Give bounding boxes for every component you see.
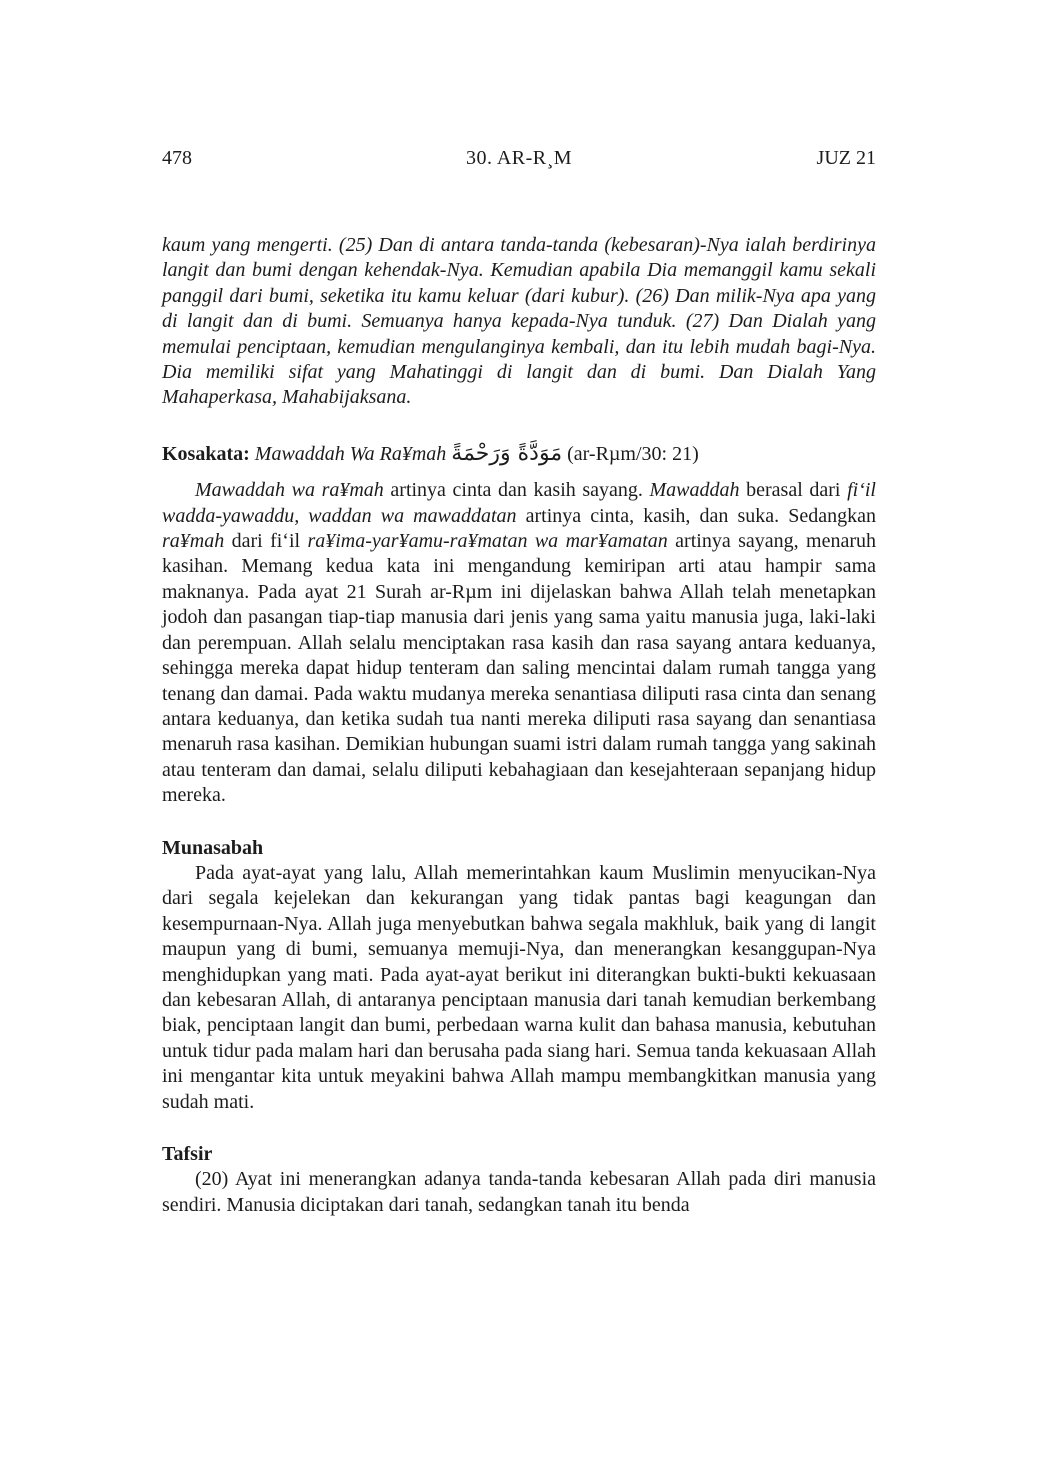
page-number: 478	[162, 147, 192, 169]
kosakata-reference: (ar-Rµm/30: 21)	[562, 442, 699, 465]
juz-label: JUZ 21	[816, 147, 876, 169]
translation-paragraph: kaum yang mengerti. (25) Dan di antara tanda-tanda (kebesaran)-Nya ialah berdirinya langit dan bumi dengan kehendak-Nya. Kemudian apabila Dia memanggil kamu sekali panggil dari bumi, seketika itu kamu keluar (dari kubur). (26) Dan milik-Nya apa yang di langit dan di bumi. Semuanya hanya kepada-Nya tunduk. (27) Dan Dialah yang memulai penciptaan, kemudian mengulanginya kembali, dan itu lebih mudah bagi-Nya. Dia memiliki sifat yang Mahatinggi di langit dan di bumi. Dan Dialah Yang Mahaperkasa, Mahabijaksana.	[162, 234, 876, 409]
kosakata-heading-line	[162, 442, 876, 467]
kosakata-term: Mawaddah Wa Ra¥mah	[254, 442, 452, 465]
page-header	[162, 146, 876, 170]
tafsir-heading: Tafsir	[162, 1143, 213, 1165]
chapter-title: 30. AR-R¸M	[465, 147, 573, 169]
page-content	[162, 146, 876, 1218]
kosakata-paragraph: Mawaddah wa ra¥mah artinya cinta dan kasih sayang. Mawaddah berasal dari fi‘il wadda-yawaddu, waddan wa mawaddatan artinya cinta, kasih, dan suka. Sedangkan ra¥mah dari fi‘il ra¥ima-yar¥amu-ra¥matan wa mar¥amatan artinya sayang, menaruh kasihan. Memang kedua kata ini mengandung kemiripan arti atau hampir sama maknanya. Pada ayat 21 Surah ar-Rµm ini dijelaskan bahwa Allah telah menetapkan jodoh dan pasangan tiap-tiap manusia dari jenis yang sama yaitu manusia juga, laki-laki dan perempuan. Allah selalu menciptakan rasa kasih dan rasa sayang antara keduanya, sehingga mereka dapat hidup tenteram dan saling mencintai dalam rumah tangga yang tenang dan damai. Pada waktu mudanya mereka senantiasa diliputi rasa cinta dan senang antara keduanya, dan ketika sudah tua nanti mereka diliputi rasa sayang dan senantiasa menaruh rasa kasihan. Demikian hubungan suami istri dalam rumah tangga yang sakinah atau tenteram dan damai, selalu diliputi kebahagiaan dan kesejahteraan sepanjang hidup mereka.	[162, 479, 876, 807]
tafsir-paragraph: (20) Ayat ini menerangkan adanya tanda-tanda kebesaran Allah pada diri manusia sendiri. Manusia diciptakan dari tanah, sedangkan tanah itu benda	[162, 1168, 876, 1216]
munasabah-paragraph: Pada ayat-ayat yang lalu, Allah memerintahkan kaum Muslimin menyucikan-Nya dari segala kejelekan dan kekurangan yang tidak pantas bagi keagungan dan kesempurnaan-Nya. Allah juga menyebutkan bahwa segala makhluk, baik yang di langit maupun yang di bumi, semuanya memuji-Nya, dan menerangkan kesanggupan-Nya menghidupkan yang mati. Pada ayat-ayat berikut ini diterangkan bukti-bukti kekuasaan dan kebesaran Allah, di antaranya penciptaan manusia dari tanah kemudian berkembang biak, penciptaan langit dan bumi, perbedaan warna kulit dan bahasa manusia, kebutuhan untuk tidur pada malam hari dan berusaha pada siang hari. Semua tanda kekuasaan Allah ini mengantar kita untuk meyakini bahwa Allah mampu membangkitkan manusia yang sudah mati.	[162, 861, 876, 1113]
kosakata-arabic-text: مَوَدَّةً وَرَحْمَةً	[451, 440, 563, 466]
kosakata-label: Kosakata:	[162, 442, 255, 465]
munasabah-heading: Munasabah	[162, 836, 264, 859]
